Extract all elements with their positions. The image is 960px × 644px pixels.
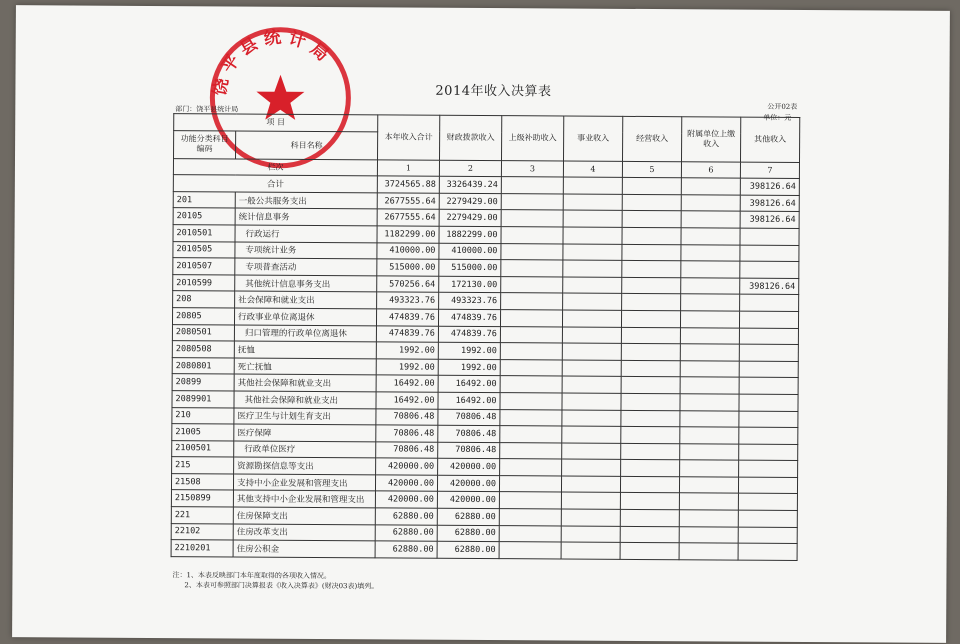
code-cell: 201	[173, 191, 235, 208]
value-cell	[561, 509, 620, 526]
value-cell	[562, 443, 621, 460]
code-cell: 22102	[171, 523, 233, 540]
value-cell	[563, 260, 622, 277]
value-cell	[500, 393, 562, 410]
value-cell: 2677555.64	[377, 209, 439, 226]
value-cell	[620, 493, 679, 510]
value-cell	[681, 228, 740, 245]
value-cell	[739, 328, 798, 345]
code-cell: 20105	[173, 208, 235, 225]
value-cell	[563, 244, 622, 261]
value-cell	[622, 227, 681, 244]
value-cell: 515000.00	[377, 259, 439, 276]
value-cell	[621, 410, 680, 427]
value-cell	[622, 277, 681, 294]
name-cell: 统计信息事务	[235, 208, 377, 225]
code-cell: 2010507	[173, 258, 235, 275]
form-number: 公开02表	[767, 102, 798, 111]
value-cell	[621, 360, 680, 377]
value-cell: 420000.00	[437, 492, 499, 509]
value-cell	[561, 492, 620, 509]
value-cell	[681, 211, 740, 228]
value-cell	[680, 327, 739, 344]
value-cell	[500, 376, 562, 393]
value-cell	[740, 245, 799, 262]
value-cell	[499, 542, 561, 559]
value-cell	[739, 377, 798, 394]
value-cell	[563, 277, 622, 294]
name-cell: 医疗保障	[234, 424, 376, 441]
col-header-6: 附属单位上缴收入	[681, 117, 740, 162]
value-cell	[680, 410, 739, 427]
value-cell	[621, 310, 680, 327]
code-cell: 2150899	[171, 490, 233, 507]
note-1: 注：1、本表反映部门本年度取得的各项收入情况。	[172, 571, 331, 581]
value-cell	[738, 494, 797, 511]
value-cell	[738, 477, 797, 494]
name-cell: 归口管理的行政单位离退休	[234, 325, 376, 342]
value-cell: 570256.64	[377, 276, 439, 293]
total-label: 合计	[173, 175, 377, 193]
name-cell: 行政事业单位离退休	[234, 308, 376, 325]
value-cell	[680, 360, 739, 377]
value-cell	[501, 276, 563, 293]
unit-label: 单位：元	[763, 113, 792, 122]
name-header: 科目名称	[236, 131, 378, 160]
code-cell: 208	[173, 291, 235, 308]
document-page	[12, 5, 950, 643]
value-cell	[739, 361, 798, 378]
code-cell: 21508	[171, 473, 233, 490]
value-cell	[500, 459, 562, 476]
value-cell	[621, 327, 680, 344]
name-cell: 专项统计业务	[235, 242, 377, 259]
department-label: 部门：饶平县统计局	[175, 105, 239, 114]
value-cell	[501, 293, 563, 310]
value-cell: 410000.00	[439, 243, 501, 260]
value-cell	[738, 510, 797, 527]
note-2: 2、本表可参照部门决算报表《收入决算表》(财决03表)填列。	[184, 581, 379, 591]
value-cell	[740, 261, 799, 278]
svg-text:饶 平 县 统 计 局	[209, 26, 332, 98]
value-cell	[680, 344, 739, 361]
total-cell: 398126.64	[740, 178, 799, 195]
value-cell	[621, 460, 680, 477]
col-header-5: 经营收入	[622, 116, 681, 161]
value-cell: 515000.00	[439, 259, 501, 276]
value-cell	[681, 261, 740, 278]
col-num: 5	[622, 161, 681, 178]
value-cell	[563, 210, 622, 227]
total-cell	[681, 178, 740, 195]
name-cell: 抚恤	[234, 341, 376, 358]
value-cell	[501, 260, 563, 277]
name-cell: 其他社会保障和就业支出	[234, 374, 376, 391]
value-cell	[739, 411, 798, 428]
value-cell	[621, 377, 680, 394]
value-cell: 62880.00	[437, 541, 499, 558]
value-cell	[500, 343, 562, 360]
footnotes	[172, 570, 378, 591]
code-cell: 2100501	[172, 440, 234, 457]
name-cell: 其他社会保障和就业支出	[234, 391, 376, 408]
value-cell: 70806.48	[438, 409, 500, 426]
value-cell: 70806.48	[438, 425, 500, 442]
value-cell	[621, 393, 680, 410]
value-cell	[680, 311, 739, 328]
value-cell	[500, 426, 562, 443]
value-cell	[740, 228, 799, 245]
col-num: 6	[681, 161, 740, 178]
value-cell: 1992.00	[438, 359, 500, 376]
value-cell	[562, 310, 621, 327]
value-cell: 62880.00	[437, 508, 499, 525]
value-cell	[681, 195, 740, 212]
col-num: 4	[563, 161, 622, 178]
total-cell: 3724565.88	[377, 176, 439, 193]
item-header: 项 目	[174, 114, 378, 132]
value-cell	[500, 442, 562, 459]
value-cell	[562, 376, 621, 393]
col-header-3: 上级补助收入	[502, 116, 564, 161]
value-cell	[679, 543, 738, 560]
name-cell: 社会保障和就业支出	[235, 291, 377, 308]
value-cell	[562, 393, 621, 410]
code-cell: 2010505	[173, 241, 235, 258]
value-cell	[621, 426, 680, 443]
value-cell	[739, 311, 798, 328]
name-cell: 死亡抚恤	[234, 358, 376, 375]
value-cell	[680, 443, 739, 460]
code-cell: 2089901	[172, 391, 234, 408]
value-cell: 2677555.64	[377, 193, 439, 210]
col-header-7: 其他收入	[740, 117, 799, 162]
name-cell: 其他支持中小企业发展和管理支出	[233, 490, 375, 507]
value-cell	[563, 293, 622, 310]
value-cell	[561, 476, 620, 493]
code-cell: 21005	[172, 424, 234, 441]
value-cell: 420000.00	[437, 475, 499, 492]
code-cell: 2080501	[172, 324, 234, 341]
code-cell: 2080801	[172, 357, 234, 374]
total-cell	[501, 177, 563, 194]
total-cell	[622, 178, 681, 195]
value-cell	[562, 327, 621, 344]
value-cell	[622, 261, 681, 278]
value-cell	[561, 542, 620, 559]
value-cell	[740, 294, 799, 311]
value-cell	[562, 459, 621, 476]
seal-text: 饶 平 县 统 计 局	[210, 27, 333, 98]
value-cell: 16492.00	[376, 375, 438, 392]
code-cell: 215	[172, 457, 234, 474]
value-cell	[739, 344, 798, 361]
total-cell	[563, 177, 622, 194]
value-cell: 70806.48	[376, 442, 438, 459]
value-cell	[499, 475, 561, 492]
value-cell: 62880.00	[437, 525, 499, 542]
value-cell	[679, 477, 738, 494]
total-cell: 3326439.24	[439, 176, 501, 193]
value-cell: 2279429.00	[439, 193, 501, 210]
value-cell	[679, 493, 738, 510]
value-cell	[622, 244, 681, 261]
code-cell: 20805	[172, 308, 234, 325]
value-cell	[499, 525, 561, 542]
code-cell: 2010599	[173, 274, 235, 291]
value-cell	[622, 211, 681, 228]
value-cell	[563, 227, 622, 244]
value-cell: 1992.00	[438, 342, 500, 359]
value-cell: 410000.00	[377, 242, 439, 259]
value-cell	[499, 492, 561, 509]
value-cell: 398126.64	[740, 278, 799, 295]
value-cell: 398126.64	[740, 211, 799, 228]
value-cell: 70806.48	[376, 425, 438, 442]
value-cell	[500, 326, 562, 343]
value-cell	[621, 343, 680, 360]
value-cell: 70806.48	[376, 408, 438, 425]
col-num: 3	[501, 160, 563, 177]
name-cell: 住房保障支出	[233, 507, 375, 524]
name-cell: 住房改革支出	[233, 524, 375, 541]
value-cell: 474839.76	[376, 309, 438, 326]
value-cell	[680, 377, 739, 394]
name-cell: 专项普查活动	[235, 258, 377, 275]
name-cell: 行政单位医疗	[234, 441, 376, 458]
name-cell: 医疗卫生与计划生育支出	[234, 407, 376, 424]
value-cell	[739, 427, 798, 444]
col-header-1: 本年收入合计	[378, 115, 440, 160]
name-cell: 一般公共服务支出	[235, 192, 377, 209]
value-cell	[620, 509, 679, 526]
value-cell: 62880.00	[375, 508, 437, 525]
value-cell: 493323.76	[377, 292, 439, 309]
name-cell: 行政运行	[235, 225, 377, 242]
code-cell: 2210201	[171, 540, 233, 557]
value-cell	[563, 194, 622, 211]
value-cell	[679, 526, 738, 543]
value-cell: 474839.76	[438, 309, 500, 326]
row-label: 栏次	[173, 158, 377, 176]
page-title: 2014年收入决算表	[435, 83, 552, 100]
value-cell	[620, 476, 679, 493]
value-cell: 398126.64	[740, 195, 799, 212]
col-num: 1	[377, 159, 439, 176]
value-cell: 420000.00	[375, 491, 437, 508]
value-cell	[622, 294, 681, 311]
value-cell	[620, 543, 679, 560]
code-header: 功能分类科目编码	[174, 130, 236, 158]
value-cell	[500, 310, 562, 327]
value-cell	[738, 543, 797, 560]
value-cell: 420000.00	[438, 459, 500, 476]
value-cell	[500, 409, 562, 426]
value-cell: 474839.76	[438, 326, 500, 343]
value-cell	[681, 294, 740, 311]
col-num: 2	[439, 160, 501, 177]
name-cell: 其他统计信息事务支出	[235, 275, 377, 292]
value-cell	[562, 343, 621, 360]
value-cell	[562, 360, 621, 377]
code-cell: 20899	[172, 374, 234, 391]
value-cell	[739, 394, 798, 411]
value-cell	[738, 527, 797, 544]
value-cell: 62880.00	[375, 525, 437, 542]
name-cell: 支持中小企业发展和管理支出	[233, 474, 375, 491]
value-cell: 420000.00	[375, 475, 437, 492]
value-cell	[622, 194, 681, 211]
value-cell	[679, 510, 738, 527]
value-cell: 2279429.00	[439, 210, 501, 227]
value-cell	[681, 277, 740, 294]
value-cell: 16492.00	[438, 376, 500, 393]
col-header-4: 事业收入	[563, 116, 622, 161]
code-cell: 2010501	[173, 225, 235, 242]
value-cell	[739, 460, 798, 477]
value-cell: 420000.00	[376, 458, 438, 475]
value-cell: 1992.00	[376, 342, 438, 359]
value-cell: 62880.00	[375, 541, 437, 558]
table-row	[171, 540, 797, 560]
value-cell	[562, 409, 621, 426]
value-cell	[680, 394, 739, 411]
value-cell	[500, 359, 562, 376]
value-cell	[501, 193, 563, 210]
code-cell: 221	[171, 507, 233, 524]
value-cell: 493323.76	[439, 293, 501, 310]
value-cell: 16492.00	[376, 392, 438, 409]
value-cell: 474839.76	[376, 325, 438, 342]
value-cell	[680, 460, 739, 477]
value-cell	[499, 509, 561, 526]
value-cell	[681, 244, 740, 261]
value-cell	[680, 427, 739, 444]
value-cell	[501, 243, 563, 260]
value-cell: 1882299.00	[439, 226, 501, 243]
value-cell	[501, 227, 563, 244]
code-cell: 2080508	[172, 341, 234, 358]
revenue-table	[171, 113, 801, 561]
value-cell: 16492.00	[438, 392, 500, 409]
value-cell	[620, 526, 679, 543]
code-cell: 210	[172, 407, 234, 424]
value-cell	[562, 426, 621, 443]
value-cell	[561, 526, 620, 543]
value-cell: 172130.00	[439, 276, 501, 293]
col-header-2: 财政拨款收入	[440, 115, 502, 160]
value-cell	[621, 443, 680, 460]
value-cell: 70806.48	[438, 442, 500, 459]
col-num: 7	[740, 162, 799, 179]
name-cell: 资源勘探信息等支出	[234, 457, 376, 474]
value-cell: 1182299.00	[377, 226, 439, 243]
value-cell	[739, 444, 798, 461]
name-cell: 住房公积金	[233, 540, 375, 557]
value-cell	[501, 210, 563, 227]
value-cell: 1992.00	[376, 359, 438, 376]
